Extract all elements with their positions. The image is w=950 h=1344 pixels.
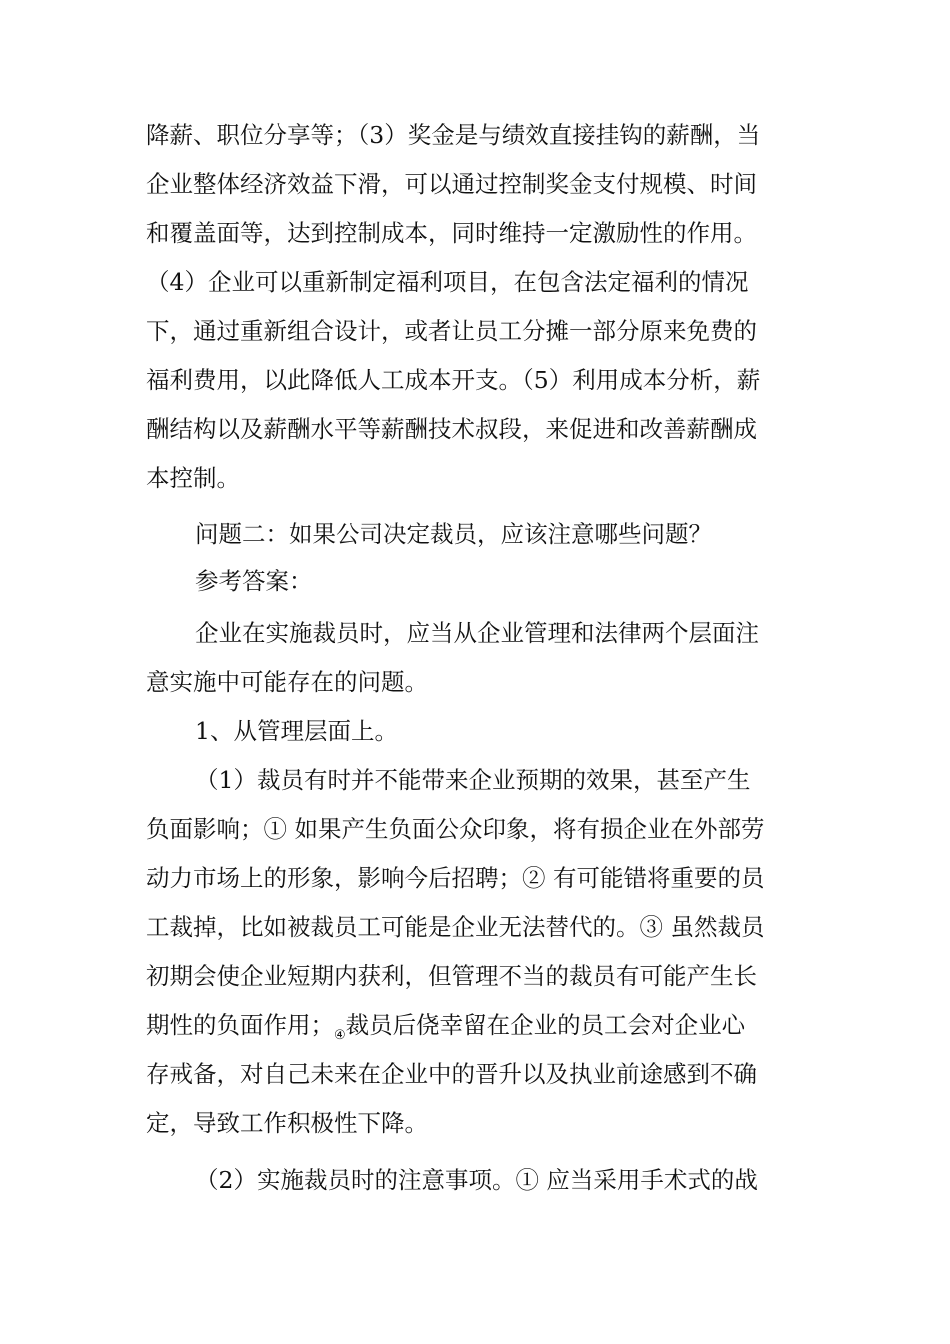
text-line-8: 本控制。 <box>146 464 240 492</box>
text-segment: 裁员后侥幸留在企业的员工会对企业心 <box>345 1011 746 1039</box>
text-line-3: 和覆盖面等，达到控制成本，同时维持一定激励性的作用。 <box>146 219 757 247</box>
text-line-16: 动力市场上的形象，影响今后招聘；② 有可能错将重要的员 <box>146 864 765 892</box>
text-line-17: 工裁掉，比如被裁员工可能是企业无法替代的。③ 虽然裁员 <box>146 913 765 941</box>
circled-number-four: ④ <box>334 1028 346 1043</box>
text-line-21: 定，导致工作积极性下降。 <box>146 1109 428 1137</box>
text-line-11: 企业在实施裁员时，应当从企业管理和法律两个层面注 <box>195 619 759 647</box>
text-line-14: （1）裁员有时并不能带来企业预期的效果，甚至产生 <box>195 766 751 794</box>
text-line-1: 降薪、职位分享等；（3）奖金是与绩效直接挂钩的薪酬，当 <box>146 121 761 149</box>
section-heading-management: 1、从管理层面上。 <box>195 717 398 745</box>
text-line-15: 负面影响；① 如果产生负面公众印象，将有损企业在外部劳 <box>146 815 765 843</box>
text-line-2: 企业整体经济效益下滑，可以通过控制奖金支付规模、时间 <box>146 170 757 198</box>
text-line-19 <box>0 1005 950 1045</box>
text-line-4: （4）企业可以重新制定福利项目，在包含法定福利的情况 <box>146 268 749 296</box>
text-line-6: 福利费用，以此降低人工成本开支。（5）利用成本分析，薪 <box>146 366 761 394</box>
text-line-22: （2）实施裁员时的注意事项。① 应当采用手术式的战 <box>195 1166 758 1194</box>
text-line-18: 初期会使企业短期内获利，但管理不当的裁员有可能产生长 <box>146 962 757 990</box>
text-line-12: 意实施中可能存在的问题。 <box>146 668 428 696</box>
text-segment: 期性的负面作用； <box>146 1011 334 1039</box>
question-heading: 问题二：如果公司决定裁员，应该注意哪些问题？ <box>195 520 712 548</box>
text-line-20: 存戒备，对自己未来在企业中的晋升以及执业前途感到不确 <box>146 1060 757 1088</box>
text-line-7: 酬结构以及薪酬水平等薪酬技术叔段，来促进和改善薪酬成 <box>146 415 757 443</box>
answer-label: 参考答案： <box>195 567 313 595</box>
text-line-5: 下，通过重新组合设计，或者让员工分摊一部分原来免费的 <box>146 317 757 345</box>
